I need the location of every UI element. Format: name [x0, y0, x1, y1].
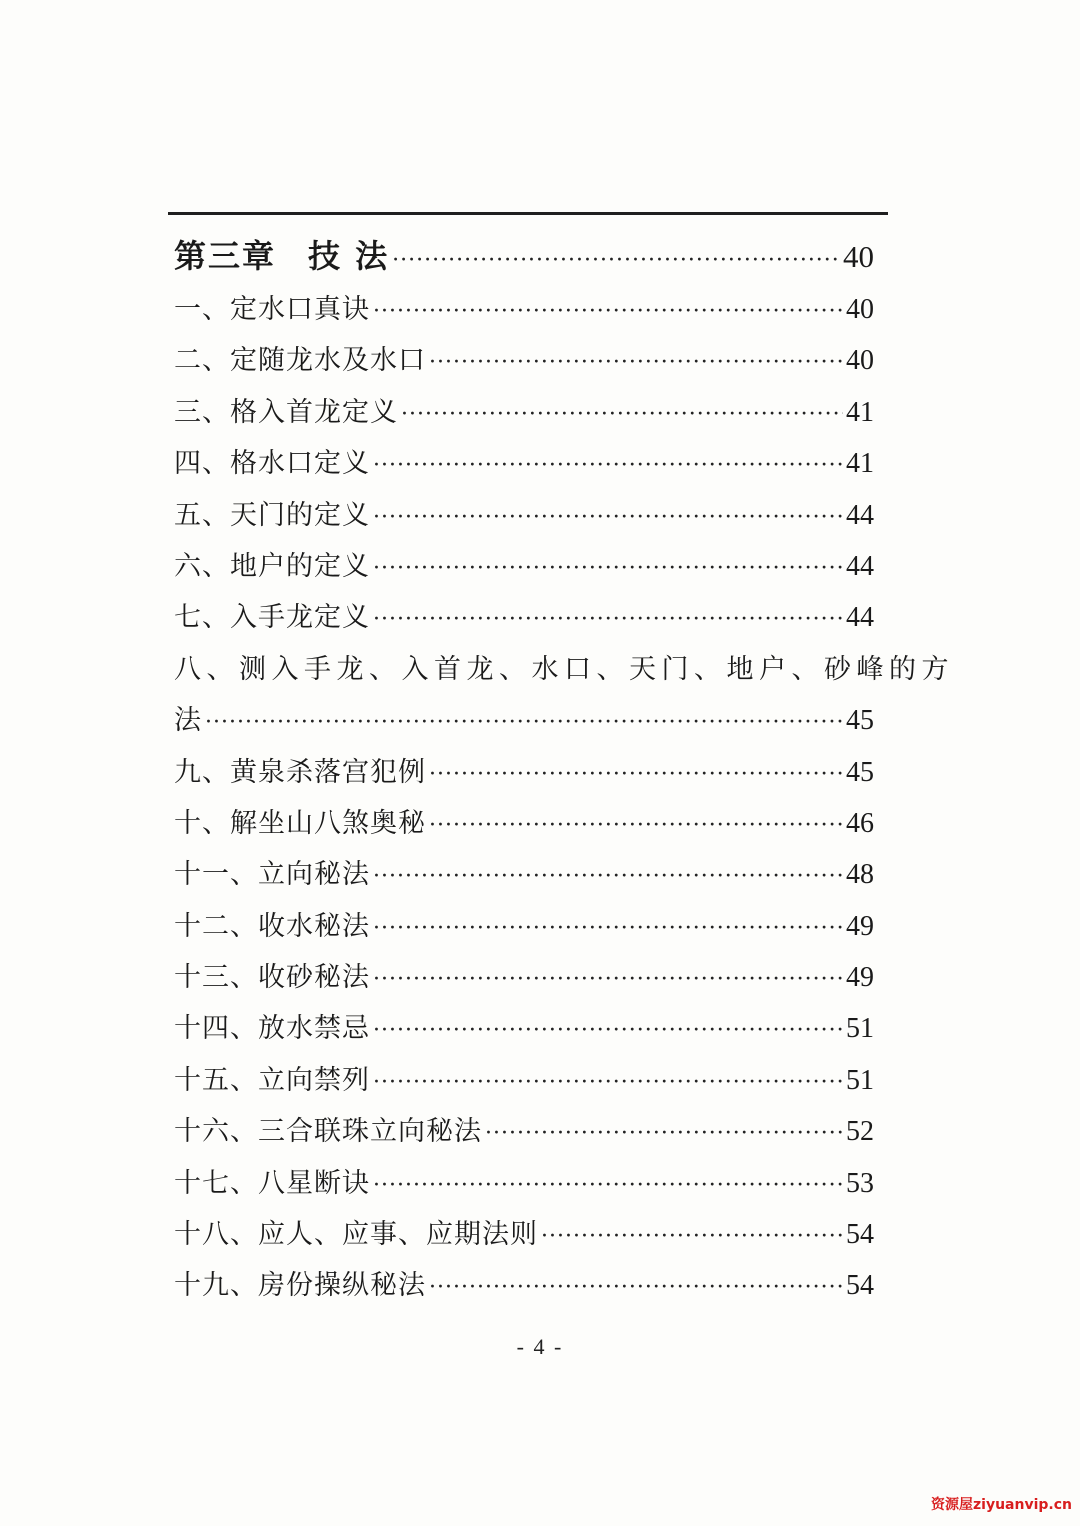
- toc-entry-label: 一、定水口真诀: [174, 294, 370, 325]
- toc-entry-page: 49: [846, 910, 874, 942]
- toc-entry-page: 52: [846, 1116, 874, 1148]
- toc-entry: [174, 849, 874, 900]
- toc-entry-label: 法: [174, 705, 202, 737]
- dot-leader: [205, 697, 843, 748]
- toc-entry: [174, 541, 874, 592]
- toc-entry: [174, 1055, 874, 1106]
- header-rule: [168, 212, 888, 215]
- toc-entry-label: 八、测入手龙、入首龙、水口、天门、地户、砂峰的方: [174, 653, 954, 685]
- toc-entry: [174, 387, 874, 438]
- dot-leader: [373, 543, 843, 594]
- toc-entry: [174, 284, 874, 335]
- toc-entry-page: 46: [846, 807, 874, 839]
- dot-leader: [373, 1005, 843, 1056]
- dot-leader: [373, 954, 843, 1005]
- toc-entry-label: 十六、三合联珠立向秘法: [174, 1116, 482, 1148]
- toc-entry-label: 二、定随龙水及水口: [174, 345, 426, 377]
- toc-entry: [174, 901, 874, 952]
- toc-entry-label: 十八、应人、应事、应期法则: [174, 1219, 538, 1251]
- toc-entry-label: 六、地户的定义: [174, 550, 370, 582]
- page-number: - 4 -: [516, 1334, 564, 1359]
- toc-entry-page: 45: [846, 756, 874, 788]
- toc-entry: [174, 1209, 874, 1260]
- toc-entry: [174, 798, 874, 849]
- toc-entry: [174, 1003, 874, 1054]
- toc-entry-page: 48: [846, 859, 874, 891]
- dot-leader: [373, 594, 843, 645]
- toc-entry-label: 十、解坐山八煞奥秘: [174, 807, 426, 839]
- dot-leader: [373, 286, 843, 337]
- dot-leader: [392, 233, 840, 289]
- toc-entry-wrapped-line: [174, 644, 954, 695]
- dot-leader: [429, 749, 843, 800]
- dot-leader: [429, 800, 843, 851]
- running-header: [382, 180, 557, 196]
- toc-entry: [174, 438, 874, 489]
- toc-entry-label: 十九、房份操纵秘法: [174, 1270, 426, 1302]
- toc-entry-label: 十三、收砂秘法: [174, 962, 370, 994]
- toc-entry-page: 53: [846, 1167, 874, 1199]
- chapter-heading: [174, 228, 874, 284]
- dot-leader: [429, 337, 843, 388]
- dot-leader: [373, 440, 843, 491]
- toc-entry-page: 44: [846, 550, 874, 582]
- chapter-title: 技 法: [308, 237, 390, 275]
- toc-entry-label: 十四、放水禁忌: [174, 1013, 370, 1045]
- dot-leader: [373, 1057, 843, 1108]
- chapter-page: 40: [843, 239, 874, 274]
- toc-entry-label: 三、格入首龙定义: [174, 396, 398, 428]
- dot-leader: [485, 1108, 843, 1159]
- toc-entry-label: 十二、收水秘法: [174, 910, 370, 942]
- toc-entry-label: 五、天门的定义: [174, 499, 370, 531]
- toc-entry-page: 45: [846, 705, 874, 737]
- toc-entry-page: 51: [846, 1013, 874, 1045]
- toc-entry-page: 40: [846, 294, 874, 325]
- table-of-contents: [174, 228, 954, 1312]
- dot-leader: [429, 1262, 843, 1313]
- dot-leader: [373, 1160, 843, 1211]
- dot-leader: [373, 903, 843, 954]
- toc-entry: [174, 335, 874, 386]
- toc-entry: [174, 1260, 874, 1311]
- toc-entry-page: 41: [846, 448, 874, 480]
- toc-entry: [174, 695, 874, 746]
- toc-entry-page: 44: [846, 602, 874, 634]
- dot-leader: [401, 389, 843, 440]
- toc-entry: [174, 1158, 874, 1209]
- toc-entry-page: 51: [846, 1064, 874, 1096]
- dot-leader: [373, 851, 843, 902]
- toc-entry-page: 40: [846, 345, 874, 377]
- toc-entry-page: 54: [846, 1270, 874, 1302]
- toc-entry: [174, 1106, 874, 1157]
- toc-entry-label: 十七、八星断诀: [174, 1167, 370, 1199]
- toc-entry-page: 54: [846, 1219, 874, 1251]
- toc-entry-label: 七、入手龙定义: [174, 602, 370, 634]
- watermark: 资源屋ziyuanvip.cn: [931, 1497, 1072, 1513]
- toc-entry: [174, 747, 874, 798]
- toc-entry-label: 十一、立向秘法: [174, 859, 370, 891]
- toc-entry-label: 九、黄泉杀落宫犯例: [174, 756, 426, 788]
- dot-leader: [373, 492, 843, 543]
- toc-entry: [174, 952, 874, 1003]
- chapter-number: 第三章: [174, 237, 277, 275]
- dot-leader: [541, 1211, 843, 1262]
- toc-entry-page: 44: [846, 499, 874, 531]
- toc-entry: [174, 592, 874, 643]
- toc-entry-label: 十五、立向禁列: [174, 1064, 370, 1096]
- toc-entry: [174, 490, 874, 541]
- toc-entry-page: 41: [846, 396, 874, 428]
- toc-entry-label: 四、格水口定义: [174, 448, 370, 480]
- toc-entry-page: 49: [846, 962, 874, 994]
